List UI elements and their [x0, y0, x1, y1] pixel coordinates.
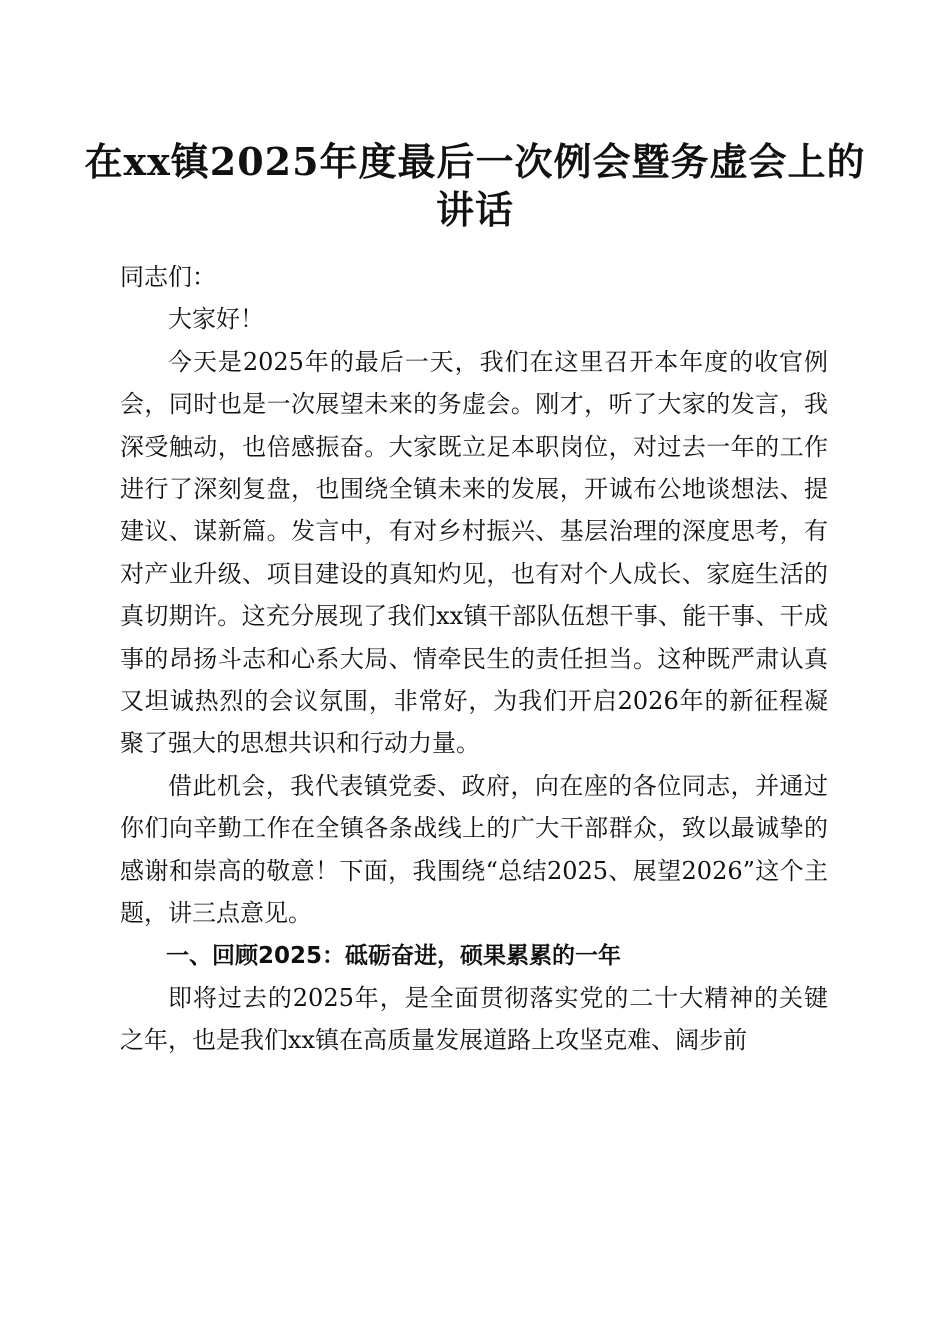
document-body	[120, 256, 828, 1062]
paragraph-opening: 今天是2025年的最后一天，我们在这里召开本年度的收官例会，同时也是一次展望未来的务虚会。刚才，听了大家的发言，我深受触动，也倍感振奋。大家既立足本职岗位，对过去一年的工作进行了深刻复盘，也围绕全镇未来的发展，开诚布公地谈想法、提建议、谋新篇。发言中，有对乡村振兴、基层治理的深度思考，有对产业升级、项目建设的真知灼见，也有对个人成长、家庭生活的真切期许。这充分展现了我们xx镇干部队伍想干事、能干事、干成事的昂扬斗志和心系大局、情牵民生的责任担当。这种既严肃认真又坦诚热烈的会议氛围，非常好，为我们开启2026年的新征程凝聚了强大的思想共识和行动力量。	[120, 347, 828, 758]
paragraph-section-1: 即将过去的2025年，是全面贯彻落实党的二十大精神的关键之年，也是我们xx镇在高质量发展道路上攻坚克难、阔步前	[120, 983, 828, 1055]
document-title-line-2: 讲话	[435, 187, 514, 232]
document-title-line-1: 在xx镇2025年度最后一次例会暨务虚会上的	[84, 139, 866, 184]
paragraph-thanks: 借此机会，我代表镇党委、政府，向在座的各位同志，并通过你们向辛勤工作在全镇各条战线上的广大干部群众，致以最诚挚的感谢和崇高的敬意！下面，我围绕“总结2025、展望2026”这个主题，讲三点意见。	[120, 771, 828, 928]
salutation: 同志们：	[120, 263, 216, 291]
paragraph-greeting: 大家好！	[168, 305, 264, 334]
section-heading-1: 一、回顾2025：砥砺奋进，硕果累累的一年	[166, 942, 622, 969]
